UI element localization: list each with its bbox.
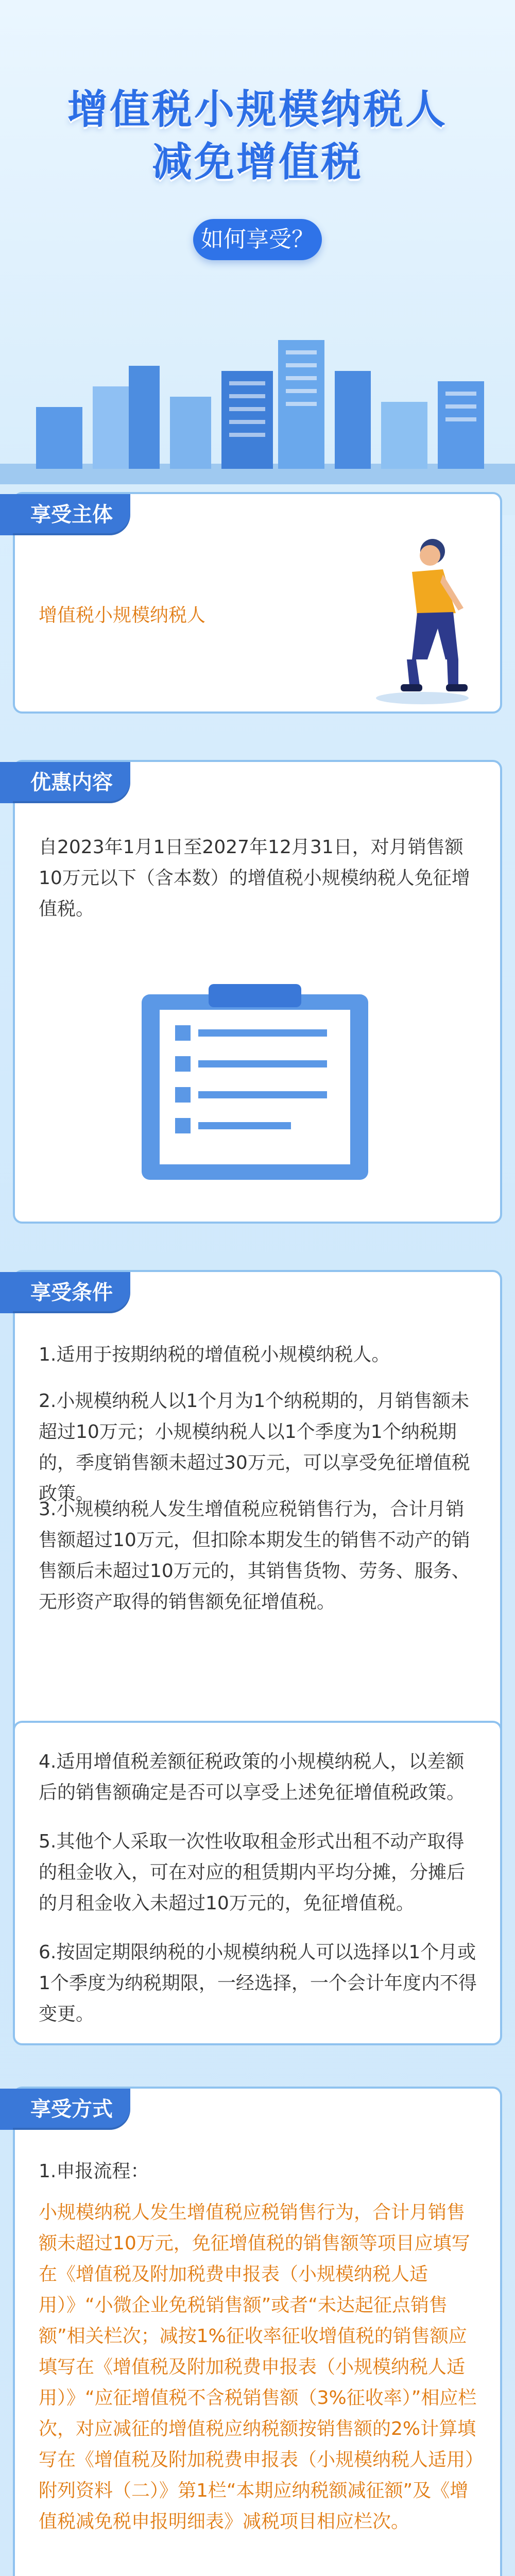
method-heading-1: 1.申报流程：	[39, 2161, 149, 2182]
subject-text: 增值税小规模纳税人	[39, 605, 206, 626]
benefit-text: 自2023年1月1日至2027年12月31日，对月销售额10万元以下（含本数）的增值税小规模纳税人免征增值税。	[39, 837, 470, 920]
city-skyline-illustration	[0, 309, 515, 484]
tab-method: 享受方式	[13, 2089, 130, 2130]
condition-item-3: 3.小规模纳税人发生增值税应税销售行为，合计月销售额超过10万元，但扣除本期发生的销售不动产的销售额后未超过10万元的，其销售货物、劳务、服务、无形资产取得的销售额免征增值税。	[39, 1499, 470, 1613]
person-walking-illustration	[355, 531, 489, 706]
how-to-enjoy-button[interactable]: 如何享受？	[193, 219, 322, 260]
tab-conditions: 享受条件	[13, 1272, 130, 1313]
condition-item-5: 5.其他个人采取一次性收取租金形式出租不动产取得的租金收入，可在对应的租赁期内平均分摊，分摊后的月租金收入未超过10万元的，免征增值税。	[39, 1831, 466, 1914]
condition-item-4: 4.适用增值税差额征税政策的小规模纳税人，以差额后的销售额确定是否可以享受上述免征增值税政策。	[39, 1751, 466, 1803]
tab-benefit: 优惠内容	[13, 762, 130, 803]
clipboard-illustration	[131, 969, 379, 1185]
hero-title-line1: 增值税小规模纳税人	[67, 87, 448, 133]
tab-subject: 享受主体	[13, 494, 130, 535]
condition-item-1: 1.适用于按期纳税的增值税小规模纳税人。	[39, 1344, 390, 1365]
condition-item-6: 6.按固定期限纳税的小规模纳税人可以选择以1个月或1个季度为纳税期限，一经选择，一个会计年度内不得变更。	[39, 1942, 477, 2025]
hero-banner	[0, 0, 515, 515]
condition-item-2: 2.小规模纳税人以1个月为1个纳税期的，月销售额未超过10万元；小规模纳税人以1个季度为1个纳税期的，季度销售额未超过30万元，可以享受免征增值税政策。	[39, 1391, 470, 1504]
method-paragraph-1: 小规模纳税人发生增值税应税销售行为，合计月销售额未超过10万元，免征增值税的销售额等项目应填写在《增值税及附加税费申报表（小规模纳税人适用）》“小微企业免税销售额”或者“未达起征点销售额”相关栏次；减按1%征收率征收增值税的销售额应填写在《增值税及附加税费申报表（小规模纳税人适用）》“应征增值税不含税销售额（3%征收率）”相应栏次，对应减征的增值税应纳税额按销售额的2%计算填写在《增值税及附加税费申报表（小规模纳税人适用）附列资料（二）》第1栏“本期应纳税额减征额”及《增值税减免税申报明细表》减税项目相应栏次。	[39, 2202, 477, 2532]
hero-title-line2: 减免增值税	[151, 139, 363, 185]
